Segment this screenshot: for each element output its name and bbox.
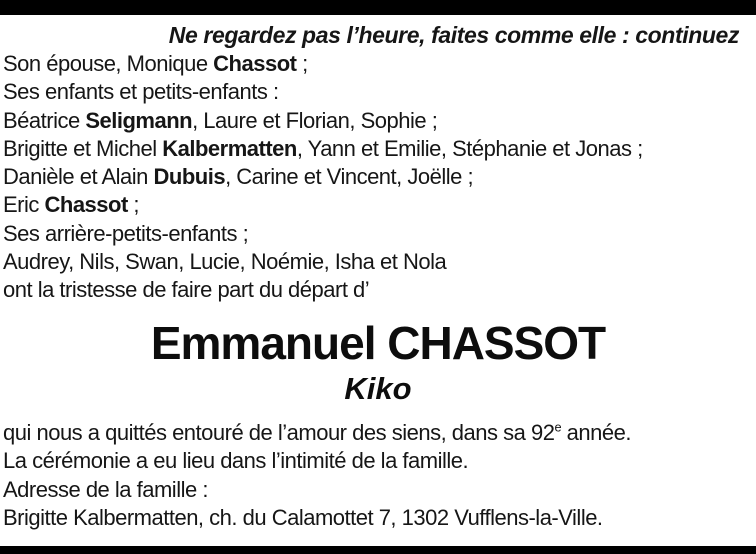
text-line bbox=[3, 476, 756, 504]
text-segment: Béatrice bbox=[3, 107, 86, 133]
text-segment: Ses enfants et petits-enfants : bbox=[3, 79, 279, 105]
surname-bold: Chassot bbox=[44, 192, 128, 218]
text-line bbox=[3, 163, 756, 191]
text-line bbox=[3, 504, 756, 532]
text-line bbox=[3, 50, 756, 78]
closing-text bbox=[0, 419, 756, 532]
surname-bold: Dubuis bbox=[153, 164, 226, 190]
top-border-bar bbox=[0, 0, 756, 15]
ordinal-superscript: e bbox=[554, 419, 562, 435]
text-line bbox=[3, 220, 756, 248]
text-segment: La cérémonie a eu lieu dans l’intimité de la famille. bbox=[3, 448, 469, 474]
text-segment: Brigitte Kalbermatten, ch. du Calamottet 7, 1302 Vufflens-la-Ville. bbox=[3, 504, 603, 530]
text-segment: année. bbox=[561, 420, 631, 446]
text-line bbox=[3, 78, 756, 106]
text-segment: , Carine et Vincent, Joëlle ; bbox=[225, 164, 474, 190]
text-segment: Danièle et Alain bbox=[3, 164, 154, 190]
text-line bbox=[3, 447, 756, 475]
text-line bbox=[3, 419, 756, 447]
epigraph-quote: Ne regardez pas l’heure, faites comme elle : continuez bbox=[168, 22, 739, 48]
deceased-name: Emmanuel CHASSOT bbox=[150, 316, 606, 369]
text-segment: Brigitte et Michel bbox=[3, 135, 163, 161]
surname-bold: Seligmann bbox=[85, 107, 193, 133]
text-segment: ont la tristesse de faire part du départ d’ bbox=[3, 277, 370, 303]
text-line bbox=[3, 107, 756, 135]
surname-bold: Chassot bbox=[213, 51, 297, 76]
text-segment: ; bbox=[296, 51, 308, 76]
deceased-nickname: Kiko bbox=[344, 370, 412, 406]
text-line bbox=[3, 135, 756, 163]
text-segment: Ses arrière-petits-enfants ; bbox=[3, 220, 249, 246]
surname-bold: Kalbermatten bbox=[162, 135, 297, 161]
text-segment: , Laure et Florian, Sophie ; bbox=[192, 107, 438, 133]
text-line bbox=[3, 276, 756, 304]
text-segment: qui nous a quittés entouré de l’amour des siens, dans sa 92 bbox=[3, 420, 555, 446]
text-segment: Son épouse, Monique bbox=[3, 51, 214, 76]
text-line bbox=[3, 191, 756, 219]
text-line bbox=[3, 248, 756, 276]
text-segment: ; bbox=[127, 192, 140, 218]
bottom-border-bar bbox=[0, 546, 756, 554]
text-segment: Audrey, Nils, Swan, Lucie, Noémie, Isha et Nola bbox=[3, 249, 447, 275]
text-segment: Eric bbox=[3, 192, 45, 218]
family-list bbox=[0, 50, 756, 305]
text-segment: Adresse de la famille : bbox=[3, 476, 208, 502]
text-segment: , Yann et Emilie, Stéphanie et Jonas ; bbox=[296, 135, 643, 161]
